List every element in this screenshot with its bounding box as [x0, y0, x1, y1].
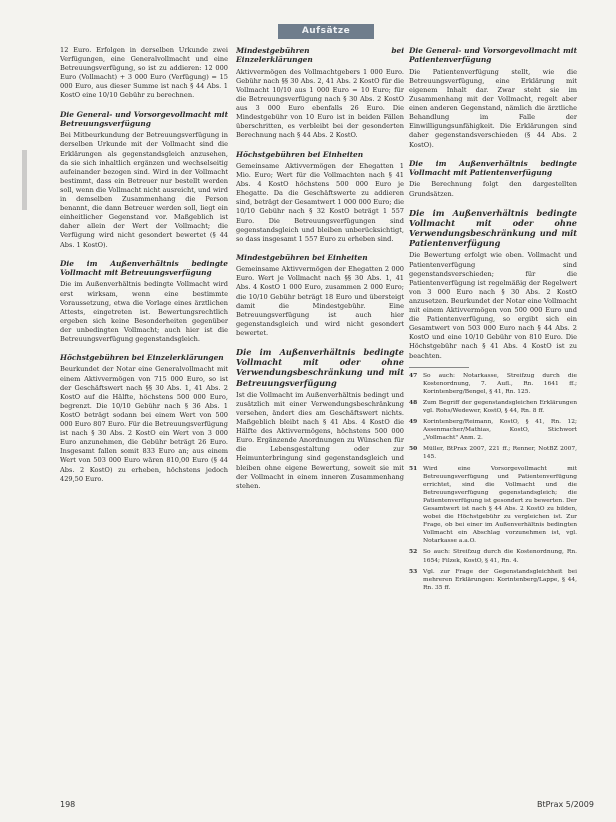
column-middle [236, 46, 404, 794]
page-edge-shadow [22, 150, 27, 210]
paragraph: Gemeinsame Aktivvermögen der Ehegatten 1 Mio. Euro; Wert für die Vollmachten nach § 41 Abs. 4 KostO höchstens 500 000 Euro je Ehegatte. Da die Geschäftswerte zu addieren sind, beträgt der Gesamtwert 1 000 000 Euro; die 10/10 Gebühr nach § 32 KostO beträgt 1 557 Euro. Die Betreuungsverfügungen sind gegenstandsgleich und bleiben unberücksichtigt, so dass insgesamt 1 557 Euro zu erheben sind. [236, 161, 404, 243]
paragraph: Die Berechnung folgt den dargestellten Grundsätzen. [409, 180, 577, 198]
paragraph: Die Bewertung erfolgt wie oben. Vollmacht und Patientenverfügung sind gegenstandsverschieden; für die Patientenverfügung ist regelmäßig der Regelwert von 3 000 Euro nach § 30 Abs. 2 KostO anzusetzen. Beurkundet der Notar eine Vollmacht mit einem Aktivvermögen von 500 000 Euro und die Patientenverfügung, so ergibt sich ein Gesamtwert von 503 000 Euro nach § 44 Abs. 2 KostO und eine 10/10 Gebühr von 810 Euro. Die Höchstgebühr nach § 41 Abs. 4 KostO ist zu beachten. [409, 251, 577, 360]
column-right [409, 46, 577, 794]
footnote-text: Vgl. zur Frage der Gegenstandsgleichheit bei mehreren Erklärungen: Korintenberg/Lappe, § 44, Rn. 35 ff. [423, 568, 577, 591]
footnote-text: Zum Begriff der gegenstandsgleichen Erklärungen vgl. Rohs/Wedewer, KostO, § 44, Rn. 8 ff. [423, 399, 577, 414]
subheading: Die im Außenverhältnis bedingte Vollmacht mit Betreuungsverfügung [60, 258, 228, 277]
footnote-number: 53 [409, 567, 418, 575]
footnote [409, 399, 577, 415]
footnote-number: 48 [409, 398, 418, 406]
footnote [409, 418, 577, 442]
section-tag: Aufsätze [278, 24, 374, 39]
footnote [409, 445, 577, 461]
footnote-text: Müller, BtPrax 2007, 221 ff.; Renner, NotBZ 2007, 145. [423, 446, 577, 461]
paragraph: Aktivvermögen des Vollmachtgebers 1 000 Euro. Gebühr nach §§ 30 Abs. 2, 41 Abs. 2 KostO für die Vollmacht 10/10 aus 1 000 Euro = 10 Euro; für die Betreuungsverfügung nach § 30 Abs. 2 KostO aus 3 000 Euro ebenfalls 26 Euro. Die Mindestgebühr von 10 Euro ist in beiden Fällen überschritten, es verbleibt bei der gesonderten Berechnung nach § 44 Abs. 2 KostO. [236, 67, 404, 140]
page-number: 198 [60, 800, 76, 809]
paragraph: Bei Mitbeurkundung der Betreuungsverfügung in derselben Urkunde mit der Vollmacht sind die Erklärungen als gegenstandsgleich anzusehen, da sie sich inhaltlich ergänzen und wechselseitig aufeinander bezogen sind. Wird in der Vollmacht bestimmt, dass ein Betreuer nur bestellt werden soll, wenn die Vollmacht nicht ausreicht, und wird in demselben Zusammenhang die Person benannt, die dann Betreuer werden soll, liegt ein einheitlicher Gegenstand vor. Maßgeblich ist daher allein der Wert der Vollmacht; die Verfügung wird nicht gesondert bewertet (§ 44 Abs. 1 KostO). [60, 131, 228, 249]
subheading: Die im Außenverhältnis bedingte Vollmacht mit Patientenverfügung [409, 158, 577, 178]
footnote [409, 548, 577, 564]
paragraph: 12 Euro. Erfolgen in derselben Urkunde zwei Verfügungen, eine Generalvollmacht und eine Betreuungsverfügung, so ist zu addieren: 12 000 Euro (Vollmacht) + 3 000 Euro (Verfügung) = 15 000 Euro, aus dieser Summe ist nach § 44 Abs. 1 KostO eine 10/10 Gebühr zu berechnen. [60, 46, 228, 100]
footnote [409, 372, 577, 396]
footnote-text: So auch: Streifzug durch die Kostenordnung, Rn. 1654; Filzek, KostO, § 41, Rn. 4. [423, 549, 577, 564]
footnote-number: 49 [409, 418, 418, 426]
footnote-text: Wird eine Vorsorgevollmacht mit Betreuungsverfügung und Patientenverfügung errichtet, sind die Vollmacht und die Betreuungsverfügung gegenstandsgleich; die Patientenverfügung ist gesondert zu bewerten. Der Gesamtwert ist nach § 44 Abs. 2 KostO zu bilden, wobei die Höchstgebühr zu vergleichen ist. Zur Frage, ob bei einer im Außenverhältnis bedingten Vollmacht ein Abschlag vorzunehmen ist, vgl. Notarkasse a.a.O. [423, 465, 577, 545]
footnote-rule [409, 367, 469, 368]
subheading: Höchstgebühren bei Einzelerklärungen [60, 353, 224, 363]
footnote-number: 50 [409, 445, 418, 453]
paragraph: Die Patientenverfügung stellt, wie die Betreuungsverfügung, eine Erklärung mit eigenem Inhalt dar. Zwar steht sie im Zusammenhang mit der Vollmacht, regelt aber einen anderen Gegenstand, nämlich die ärztliche Behandlung im Falle der Einwilligungsunfähigkeit. Die Erklärungen sind daher gegenstandsverschieden (§ 44 Abs. 2 KostO). [409, 67, 577, 149]
subheading: Die General- und Vorsorgevollmacht mit Patientenverfügung [409, 46, 577, 65]
footnote-text: Korintenberg/Reimann, KostO, § 41, Rn. 12; Assenmacher/Mathias, KostO, Stichwort „Vollmacht" Anm. 2. [423, 419, 577, 442]
footnote [409, 465, 577, 546]
paragraph: Gemeinsame Aktivvermögen der Ehegatten 2 000 Euro. Wert je Vollmacht nach §§ 30 Abs. 1, 41 Abs. 4 KostO 1 000 Euro, zusammen 2 000 Euro; die 10/10 Gebühr beträgt 18 Euro und übersteigt damit die Mindestgebühr. Eine Betreuungsverfügung ist auch hier gegenstandsgleich und wird nicht gesondert bewertet. [236, 265, 404, 337]
column-left [60, 46, 228, 794]
subheading: Die im Außenverhältnis bedingte Vollmacht mit oder ohne Verwendungsbeschränkung und mit Betreuungsverfügung [236, 346, 404, 388]
subheading: Mindestgebühren bei Einheiten [236, 252, 368, 262]
footnote-text: So auch: Notarkasse, Streifzug durch die Kostenordnung, 7. Aufl., Rn. 1641 ff.; Korintenberg/Bengel, § 41, Rn. 125. [423, 372, 577, 395]
footnote-number: 47 [409, 371, 418, 379]
paragraph: Ist die Vollmacht im Außenverhältnis bedingt und zusätzlich mit einer Verwendungsbeschränkung versehen, ändert dies am Geschäftswert nichts. Maßgeblich bleibt nach § 41 Abs. 4 KostO die Hälfte des Aktivvermögens, höchstens 500 000 Euro. Ergänzende Anordnungen zu Wünschen für die Lebensgestaltung oder zur Heimunterbringung sind gegenstandsgleich und bleiben ohne eigene Bewertung, soweit sie mit der Vollmacht in einem inneren Zusammenhang stehen. [236, 390, 404, 490]
paragraph: Beurkundet der Notar eine Generalvollmacht mit einem Aktivvermögen von 715 000 Euro, so ist der Geschäftswert nach §§ 30 Abs. 1, 41 Abs. 2 KostO auf die Hälfte, höchstens 500 000 Euro, begrenzt. Die 10/10 Gebühr nach § 36 Abs. 1 KostO beträgt sodann bei einem Wert von 500 000 Euro 807 Euro. Für die Betreuungsverfügung ist nach § 30 Abs. 2 KostO ein Wert von 3 000 Euro anzunehmen, die Gebühr beträgt 26 Euro. Insgesamt fallen somit 833 Euro an; aus einem Wert von 503 000 Euro wären 810,00 Euro (§ 44 Abs. 2 KostO) zu erheben, höchstens jedoch 429,50 Euro. [60, 365, 228, 483]
subheading: Höchstgebühren bei Einheiten [236, 149, 364, 159]
subheading: Die im Außenverhältnis bedingte Vollmacht mit oder ohne Verwendungsbeschränkung und mit Patientenverfügung [409, 207, 577, 249]
footnote [409, 568, 577, 592]
footnote-number: 51 [409, 464, 418, 472]
subheading: Mindestgebühren bei Einzelerklärungen [236, 46, 404, 65]
footnotes [409, 372, 577, 592]
paragraph: Die im Außenverhältnis bedingte Vollmacht wird erst wirksam, wenn eine bestimmte Voraussetzung, etwa die Vorlage eines ärztlichen Attests, eingetreten ist. Bewertungsrechtlich ergeben sich keine Besonderheiten gegenüber der unbedingten Vollmacht; auch hier ist die Betreuungsverfügung gegenstandsgleich. [60, 280, 228, 343]
journal-issue: BtPrax 5/2009 [537, 800, 594, 809]
footnote-number: 52 [409, 548, 418, 556]
subheading: Die General- und Vorsorgevollmacht mit Betreuungsverfügung [60, 109, 228, 128]
